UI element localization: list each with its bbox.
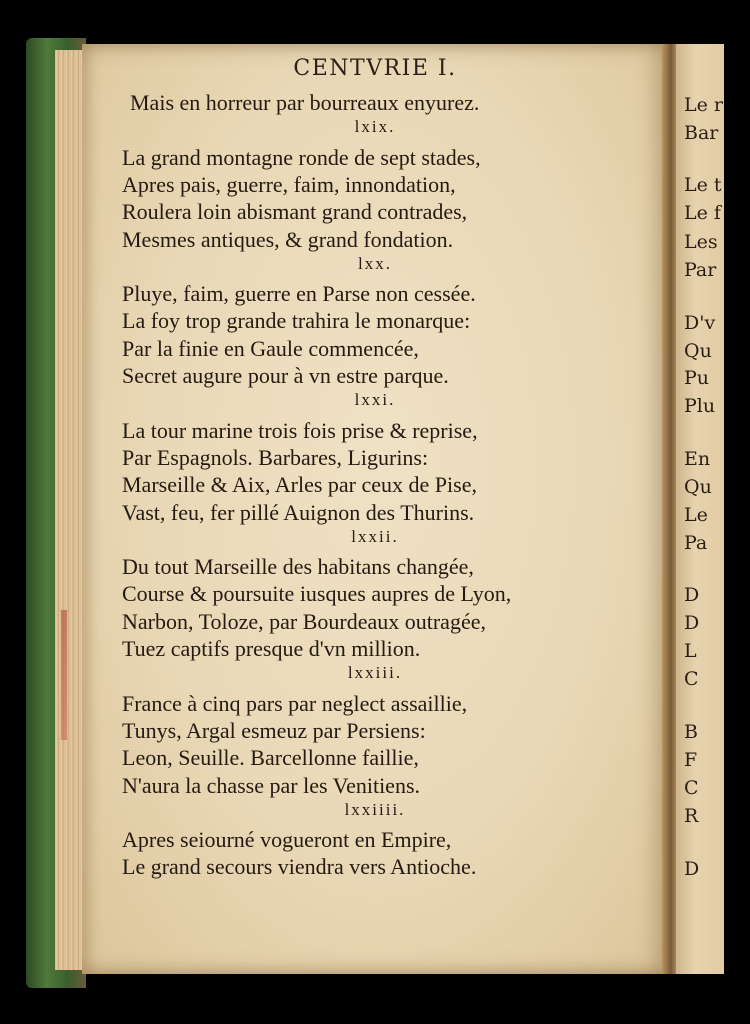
next-page-fragment: C: [684, 668, 699, 690]
verse-line: Vast, feu, fer pillé Auignon des Thurins.: [122, 499, 475, 525]
next-page-fragment: Plu: [684, 395, 716, 417]
verse-line: Par Espagnols. Barbares, Ligurins:: [122, 444, 429, 470]
verse-line: Leon, Seuille. Barcellonne faillie,: [122, 745, 419, 771]
next-page-fragment: D: [684, 858, 700, 880]
verse-line: La tour marine trois fois prise & reprise,: [122, 417, 478, 443]
page-header: CENTVRIE I.: [293, 56, 457, 81]
next-page-fragment: L: [684, 640, 697, 662]
next-page-fragment: Le: [684, 504, 708, 526]
quatrain-number: lxxiiii.: [344, 799, 406, 819]
next-page-fragment: Le r: [684, 94, 723, 116]
verse-line: Narbon, Toloze, par Bourdeaux outragée,: [122, 608, 486, 634]
next-page-fragment: C: [684, 777, 699, 799]
quatrain-number: lxix.: [354, 117, 396, 137]
next-page-fragment: En: [684, 448, 711, 470]
next-page-fragment: B: [684, 721, 698, 743]
verse-line: Du tout Marseille des habitans changée,: [122, 554, 474, 580]
verse-line: Apres pais, guerre, faim, innondation,: [122, 171, 456, 197]
verse-line: Course & poursuite iusques aupres de Lyon,: [122, 581, 512, 607]
quatrain-number: lxxii.: [351, 526, 399, 546]
verse-line: Mais en horreur par bourreaux enyurez.: [130, 90, 480, 115]
verse-line: Par la finie en Gaule commencée,: [122, 335, 419, 361]
right-page-fragment: [676, 44, 724, 974]
next-page-fragment: D: [684, 612, 700, 634]
verse-line: Mesmes antiques, & grand fondation.: [122, 226, 454, 252]
next-page-fragment: D'v: [684, 312, 716, 334]
verse-line: Tuez captifs presque d'vn million.: [122, 636, 421, 661]
next-page-fragment: Par: [684, 259, 717, 281]
verse-line: La grand montagne ronde de sept stades,: [122, 144, 481, 170]
quatrain-number: lxx.: [358, 253, 392, 273]
next-page-fragment: Qu: [684, 340, 712, 362]
next-page-fragment: Le t: [684, 174, 722, 196]
quatrain-number: lxxiii.: [347, 663, 403, 683]
verse-line: Le grand secours viendra vers Antioche.: [122, 854, 477, 880]
next-page-fragment: R: [684, 805, 699, 827]
next-page-fragment: Le f: [684, 202, 721, 224]
verse-line: Tunys, Argal esmeuz par Persiens:: [122, 717, 426, 743]
verse-line: Roulera loin abismant grand contrades,: [122, 199, 468, 225]
verse-line: France à cinq pars par neglect assaillie,: [122, 690, 468, 716]
verse-line: Marseille & Aix, Arles par ceux de Pise,: [122, 472, 477, 498]
next-page-fragment: F: [684, 749, 698, 771]
verse-line: Pluye, faim, guerre en Parse non cessée.: [122, 281, 476, 307]
next-page-fragment: Qu: [684, 476, 712, 498]
next-page-fragment: Pu: [684, 367, 710, 389]
next-page-fragment: Pa: [684, 532, 708, 554]
verse-line: Secret augure pour à vn estre parque.: [122, 363, 449, 388]
next-page-fragment: D: [684, 584, 700, 606]
next-page-fragment: Bar: [684, 122, 719, 144]
next-page-fragment: Les: [684, 231, 718, 253]
quatrain-number: lxxi.: [354, 390, 396, 410]
verse-line: N'aura la chasse par les Venitiens.: [122, 772, 421, 798]
verse-line: La foy trop grande trahira le monarque:: [122, 308, 471, 334]
verse-line: Apres seiourné vogueront en Empire,: [122, 827, 452, 853]
